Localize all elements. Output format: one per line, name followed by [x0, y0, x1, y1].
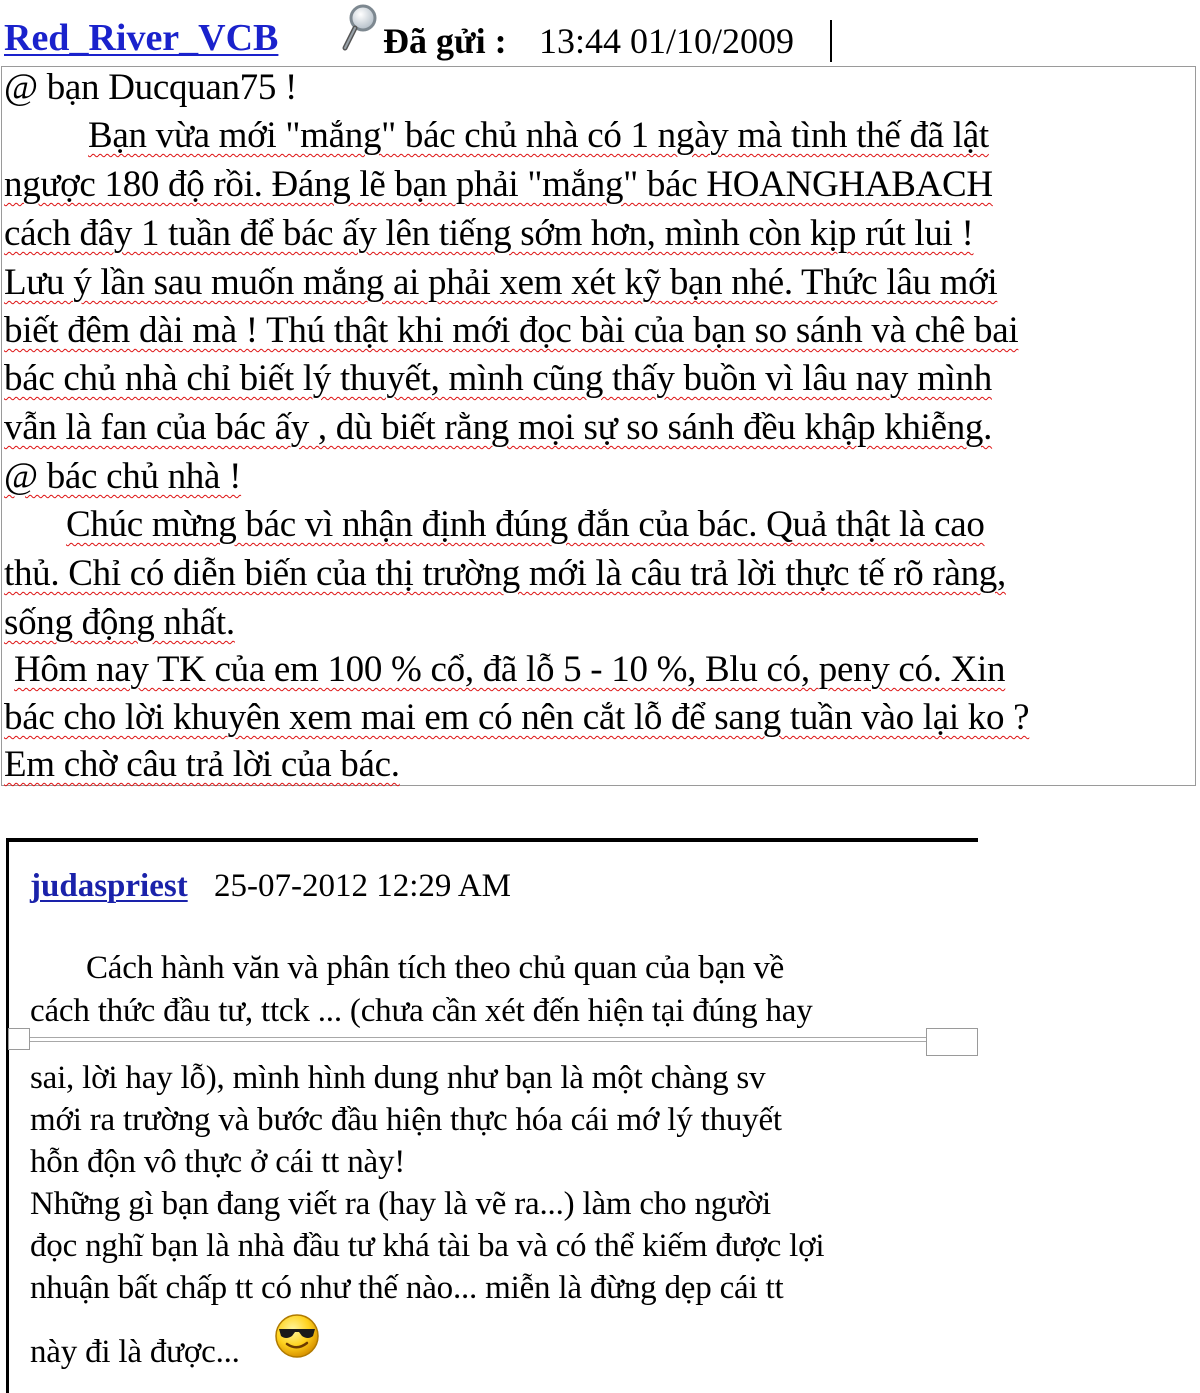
- post-2-line: đọc nghĩ bạn là nhà đầu tư khá tài ba và có thể kiếm được lợi: [30, 1228, 825, 1264]
- post-2-line: Những gì bạn đang viết ra (hay là vẽ ra...) làm cho người: [30, 1186, 772, 1222]
- post-1-line: sống động nhất.: [4, 602, 235, 643]
- post-1-line: @ bác chủ nhà !: [4, 456, 242, 497]
- post-1-body: [1, 66, 1196, 786]
- post-1-line: thủ. Chỉ có diễn biến của thị trường mới là câu trả lời thực tế rõ ràng,: [4, 553, 1006, 594]
- post-2-username-link[interactable]: judaspriest: [30, 868, 188, 904]
- post-2: [6, 838, 978, 1393]
- post-1-line: @ bạn Ducquan75 !: [4, 67, 298, 108]
- post-1-header: [1, 0, 1196, 67]
- page-break-handle-left[interactable]: [8, 1028, 30, 1050]
- post-1: [1, 0, 1196, 787]
- text-caret: [830, 20, 832, 62]
- post-1-username-link[interactable]: Red_River_VCB: [4, 17, 279, 59]
- post-1-line: ngược 180 độ rồi. Đáng lẽ bạn phải "mắng" bác HOANGHABACH: [4, 164, 993, 205]
- post-1-line: bác chủ nhà chỉ biết lý thuyết, mình cũng thấy buồn vì lâu nay mình: [4, 358, 992, 399]
- sent-label: Đã gửi :: [383, 21, 507, 61]
- post-2-line: mới ra trường và bước đầu hiện thực hóa cái mớ lý thuyết: [30, 1102, 782, 1138]
- post-2-line: cách thức đầu tư, ttck ... (chưa cần xét đến hiện tại đúng hay: [30, 993, 813, 1029]
- post-2-line: này đi là được...: [30, 1334, 240, 1370]
- post-2-line: sai, lời hay lỗ), mình hình dung như bạn là một chàng sv: [30, 1060, 766, 1096]
- post-1-line: Lưu ý lần sau muốn mắng ai phải xem xét kỹ bạn nhé. Thức lâu mới: [4, 262, 998, 303]
- post-1-line: Chúc mừng bác vì nhận định đúng đắn của bác. Quả thật là cao: [66, 504, 985, 545]
- cool-smiley-icon: [272, 1310, 322, 1360]
- post-1-line: Bạn vừa mới "mắng" bác chủ nhà có 1 ngày mà tình thế đã lật: [88, 115, 989, 156]
- post-2-line: Cách hành văn và phân tích theo chủ quan của bạn về: [86, 950, 785, 986]
- post-1-line: biết đêm dài mà ! Thú thật khi mới đọc bài của bạn so sánh và chê bai: [4, 310, 1019, 351]
- post-1-line: bác cho lời khuyên xem mai em có nên cắt lỗ để sang tuần vào lại ko ?: [4, 697, 1030, 738]
- post-1-line: Em chờ câu trả lời của bác.: [4, 744, 400, 785]
- post-2-line: nhuận bất chấp tt có như thế nào... miễn là đừng dẹp cái tt: [30, 1270, 784, 1306]
- post-2-date: 25-07-2012 12:29 AM: [214, 868, 511, 904]
- post-2-top-border: [6, 838, 978, 842]
- post-2-left-border: [6, 838, 9, 1393]
- post-1-line: cách đây 1 tuần để bác ấy lên tiếng sớm hơn, mình còn kịp rút lui !: [4, 213, 974, 254]
- post-1-line: vẫn là fan của bác ấy , dù biết rằng mọi sự so sánh đều khập khiễng.: [4, 407, 993, 448]
- page-break-handle-right[interactable]: [926, 1028, 978, 1056]
- page-break-divider: [10, 1037, 978, 1042]
- post-2-line: hỗn độn vô thực ở cái tt này!: [30, 1144, 406, 1180]
- sent-timestamp: 13:44 01/10/2009: [539, 21, 795, 61]
- magnifier-icon[interactable]: [335, 2, 383, 54]
- post-1-line: Hôm nay TK của em 100 % cổ, đã lỗ 5 - 10 %, Blu có, peny có. Xin: [14, 649, 1006, 690]
